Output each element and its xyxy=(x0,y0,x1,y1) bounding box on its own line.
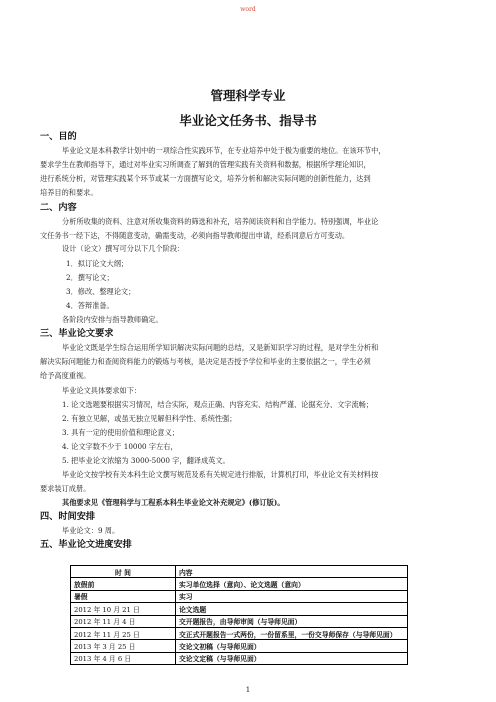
table-cell-content: 交开题报告，由导师审阅（与导师见面） xyxy=(176,615,408,627)
table-row xyxy=(71,578,408,590)
paragraph-line: 毕业论文按学校有关本科生论文撰写规范及系有关规定进行排版，计算机打印，毕业论文有关材料按 xyxy=(62,470,379,479)
table-cell-content: 论文选题 xyxy=(176,603,408,615)
stage-item: 2．撰写论文； xyxy=(66,273,114,282)
table-row xyxy=(71,590,408,602)
table-header-row xyxy=(71,566,408,578)
table-cell-content: 实习单位选择（意向）、论文选题（意向） xyxy=(176,578,408,590)
paragraph-line: 设计（论文）撰写可分以下几个阶段： xyxy=(62,244,185,253)
table-cell-time: 2012 年 11 月 25 日 xyxy=(71,627,176,639)
document-title: 毕业论文任务书、指导书 xyxy=(179,113,317,128)
stage-item: 3．修改、整理论文； xyxy=(66,287,136,296)
paragraph-line: 给予高度重视。 xyxy=(40,371,91,380)
table-cell-time: 2013 年 4 月 6 日 xyxy=(71,652,176,664)
paragraph-line: 分析所收集的资料、注意对所收集资料的筛选和补充，培养阅读资料和自学能力。特别强调，毕业论 xyxy=(62,217,379,226)
section-heading-progress: 五、毕业论文进度安排 xyxy=(40,539,132,550)
section-heading-content: 二、内容 xyxy=(40,202,77,213)
table-cell-time: 2012 年 10 月 21 日 xyxy=(71,603,176,615)
document-title-major: 管理科学专业 xyxy=(210,88,286,103)
paragraph-line: 毕业论文具体要求如下： xyxy=(62,386,142,395)
table-cell-content: 交论文初稿（与导师见面） xyxy=(176,640,408,652)
column-header-time: 时 间 xyxy=(71,566,176,578)
paragraph-line: 解决实际问题能力和查阅资料能力的锻炼与考核，是决定是否授予学位和毕业的主要依据之一，学生必须 xyxy=(40,357,371,366)
section-heading-purpose: 一、目的 xyxy=(40,131,77,142)
table-cell-content: 交正式开题报告一式两份，一份留系里，一份交导师保存（与导师见面） xyxy=(176,627,408,639)
requirement-item: 3. 具有一定的使用价值和理论意义； xyxy=(62,428,179,437)
section-heading-schedule: 四、时间安排 xyxy=(40,511,96,522)
paragraph-line: 毕业论文既是学生综合运用所学知识解决实际问题的总结，又是新知识学习的过程，是对学生分析和 xyxy=(62,343,379,352)
paragraph-line: 要求装订成册。 xyxy=(40,484,91,493)
paragraph-line: 要求学生在教师指导下，通过对毕业实习所调查了解到的管理实践有关资料和数据，根据所学理论知识， xyxy=(40,160,371,169)
table-cell-content: 实习 xyxy=(176,590,408,602)
paragraph-line: 培养目的和要求。 xyxy=(40,188,98,197)
table-cell-time: 放假前 xyxy=(71,578,176,590)
table-cell-content: 交论文定稿（与导师见面） xyxy=(176,652,408,664)
paragraph-line: 文任务书一经下达，不得随意变动，确需变动，必须向指导教师提出申请，经系同意后方可变动。 xyxy=(40,231,350,240)
table-row xyxy=(71,640,408,652)
table-row xyxy=(71,627,408,639)
paragraph-line: 各阶段内安排与指导教师确定。 xyxy=(62,315,163,324)
paragraph-line: 毕业论文是本科教学计划中的一项综合性实践环节，在专业培养中处于极为重要的地位。在该环节中， xyxy=(62,146,386,155)
stage-item: 1．拟订论文大纲； xyxy=(66,259,129,268)
requirement-item: 2. 有独立见解，或虽无独立见解但科学性、系统性强； xyxy=(62,414,237,423)
reference-note: 其他要求见《管理科学与工程系本科生毕业论文补充规定》(修订版)。 xyxy=(62,498,285,507)
stage-item: 4．答辩准备。 xyxy=(66,301,114,310)
column-header-content: 内容 xyxy=(176,566,408,578)
header-mark: word xyxy=(240,6,256,13)
table-row xyxy=(71,615,408,627)
page-number: 1 xyxy=(245,686,251,694)
table-cell-time: 暑假 xyxy=(71,590,176,602)
table-row xyxy=(71,603,408,615)
paragraph-line: 进行系统分析，对管理实践某个环节或某一方面撰写论文，培养分析和解决实际问题的创新性能力，达到 xyxy=(40,174,371,183)
progress-table xyxy=(70,565,408,665)
requirement-item: 1. 论文选题要根据实习情况，结合实际，观点正确、内容充实、结构严谨、论据充分、文字流畅； xyxy=(62,400,374,409)
requirement-item: 4. 论文字数不少于 10000 字左右， xyxy=(62,442,178,451)
paragraph-line: 毕业论文：9 周。 xyxy=(62,526,120,535)
section-heading-requirements: 三、毕业论文要求 xyxy=(40,328,114,339)
table-cell-time: 2012 年 11 月 4 日 xyxy=(71,615,176,627)
table-row xyxy=(71,652,408,664)
table-cell-time: 2013 年 3 月 25 日 xyxy=(71,640,176,652)
requirement-item: 5. 把毕业论文浓缩为 3000-5000 字，翻译成英文。 xyxy=(62,456,230,465)
